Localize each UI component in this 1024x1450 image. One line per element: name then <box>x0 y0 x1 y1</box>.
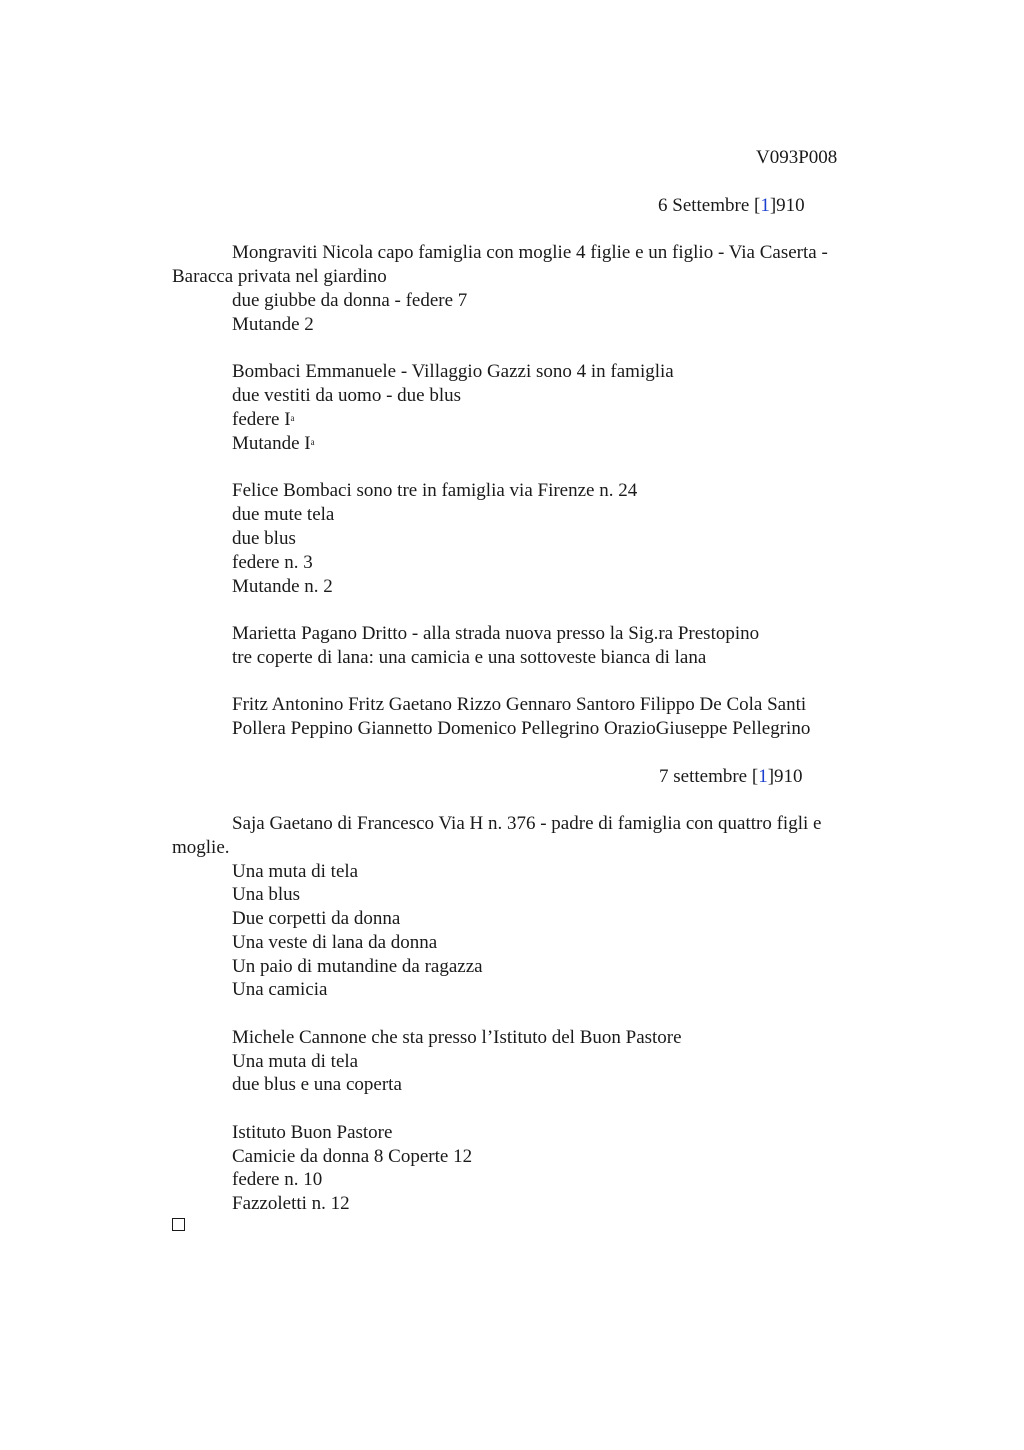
entry-line: Due corpetti da donna <box>232 908 401 929</box>
entry-line: Mongraviti Nicola capo famiglia con moglie 4 figlie e un figlio - Via Caserta - <box>232 242 828 263</box>
entry-line-text: federe I <box>232 409 291 430</box>
superscript: a <box>290 413 295 423</box>
entry-line-text: Mutande I <box>232 433 311 454</box>
entry-line: Una veste di lana da donna <box>232 932 438 953</box>
date-heading-6-settembre <box>658 194 805 218</box>
checkbox-square[interactable] <box>172 1218 185 1231</box>
entry-line: Felice Bombaci sono tre in famiglia via Firenze n. 24 <box>232 480 638 501</box>
entry-line: federe n. 3 <box>232 552 313 573</box>
entry-line: Saja Gaetano di Francesco Via H n. 376 - padre di famiglia con quattro figli e <box>232 813 822 834</box>
entry-line: due vestiti da uomo - due blus <box>232 385 462 406</box>
entry-line: Fritz Antonino Fritz Gaetano Rizzo Gennaro Santoro Filippo De Cola Santi <box>232 694 807 715</box>
entry-line: Camicie da donna 8 Coperte 12 <box>232 1146 473 1167</box>
entry-line <box>232 432 315 456</box>
entry-line: Mutande n. 2 <box>232 576 333 597</box>
entry-line: tre coperte di lana: una camicia e una sottoveste bianca di lana <box>232 647 707 668</box>
entry-line <box>232 408 295 432</box>
entry-line: Una muta di tela <box>232 1051 359 1072</box>
entry-line: Baracca privata nel giardino <box>172 266 387 287</box>
superscript: a <box>310 437 315 447</box>
page-code: V093P008 <box>756 147 838 168</box>
entry-line: due mute tela <box>232 504 335 525</box>
entry-line: Pollera Peppino Giannetto Domenico Pellegrino OrazioGiuseppe Pellegrino <box>232 718 811 739</box>
entry-line: Michele Cannone che sta presso l’Istituto del Buon Pastore <box>232 1027 682 1048</box>
entry-line: due blus <box>232 528 296 549</box>
entry-line: Bombaci Emmanuele - Villaggio Gazzi sono 4 in famiglia <box>232 361 674 382</box>
date-footnote-link[interactable]: 1 <box>758 766 768 787</box>
entry-line: Una muta di tela <box>232 861 359 882</box>
date-footnote-link[interactable]: 1 <box>760 195 770 216</box>
entry-line: moglie. <box>172 837 230 858</box>
entry-line: Istituto Buon Pastore <box>232 1122 393 1143</box>
entry-line: Fazzoletti n. 12 <box>232 1193 350 1214</box>
entry-line: Marietta Pagano Dritto - alla strada nuova presso la Sig.ra Prestopino <box>232 623 760 644</box>
entry-line: Un paio di mutandine da ragazza <box>232 956 483 977</box>
entry-line: due blus e una coperta <box>232 1074 402 1095</box>
date-text: ]910 <box>769 195 805 216</box>
entry-line: due giubbe da donna - federe 7 <box>232 290 468 311</box>
date-text: 6 Settembre [ <box>658 195 761 216</box>
date-text: 7 settembre [ <box>659 766 759 787</box>
date-heading-7-settembre <box>659 765 803 789</box>
entry-line: federe n. 10 <box>232 1169 323 1190</box>
date-text: ]910 <box>767 766 803 787</box>
entry-line: Una camicia <box>232 979 328 1000</box>
entry-line: Mutande 2 <box>232 314 314 335</box>
entry-line: Una blus <box>232 884 301 905</box>
